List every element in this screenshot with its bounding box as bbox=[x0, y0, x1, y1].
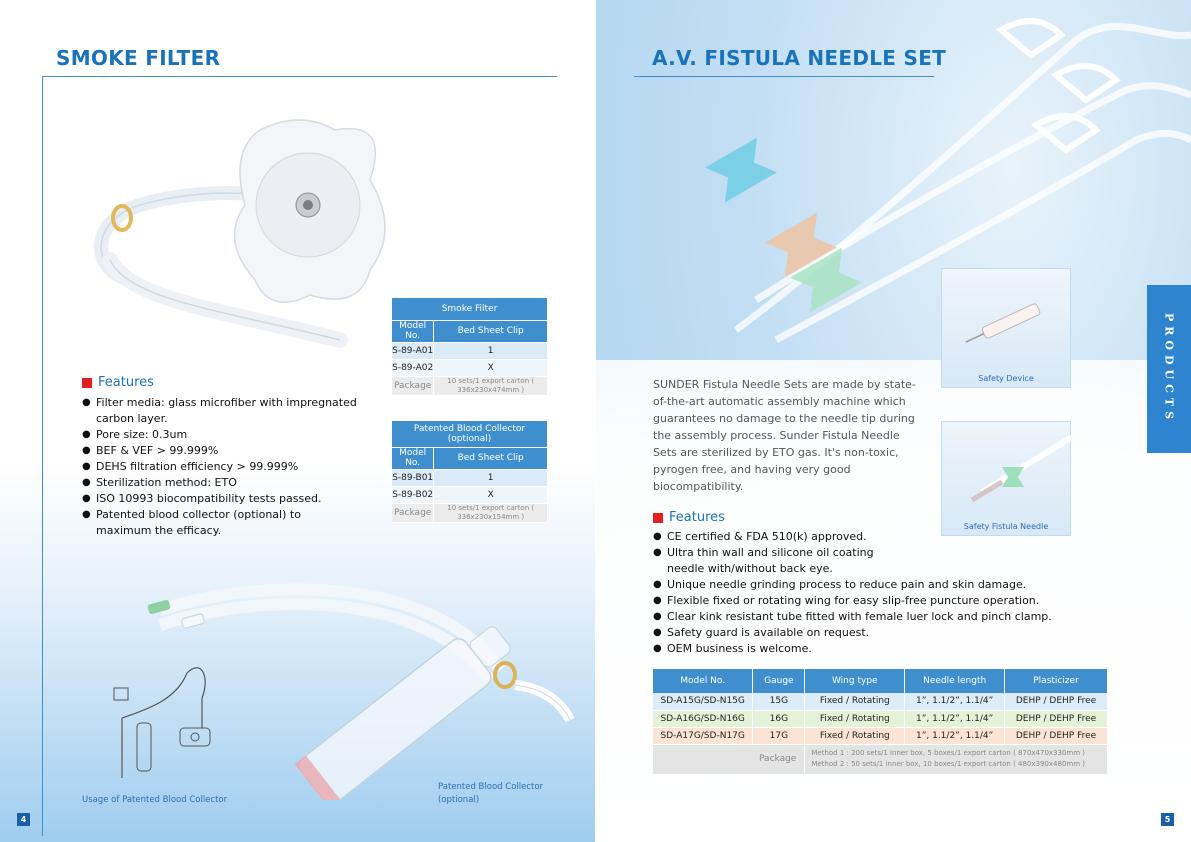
table-cell: DEHP / DEHP Free bbox=[1005, 727, 1108, 744]
features-heading bbox=[653, 510, 725, 525]
package-row bbox=[392, 376, 548, 395]
table-cell: Fixed / Rotating bbox=[805, 693, 905, 710]
table-cell: 1 bbox=[434, 342, 548, 359]
page-number: 4 bbox=[17, 813, 30, 826]
feature-item: ● CE certified & FDA 510(k) approved. bbox=[653, 529, 1053, 545]
products-side-tab[interactable] bbox=[1147, 285, 1191, 453]
page-title-fistula: A.V. FISTULA NEEDLE SET bbox=[652, 46, 947, 70]
usage-diagram bbox=[102, 658, 232, 788]
table-row bbox=[653, 693, 1108, 710]
intro-paragraph: SUNDER Fistula Needle Sets are made by state-of-the-art automatic assembly machine which guarantees no damage to the needle tip during the assembly process. Sunder Fistula Needle Sets are sterilized by ETO gas. It's non-toxic, pyrogen free, and having very good biocompatibility. bbox=[653, 378, 916, 493]
safety-needle-photo bbox=[941, 421, 1071, 536]
safety-device-photo bbox=[941, 268, 1071, 388]
table-header: Wing type bbox=[805, 669, 905, 693]
package-value: 10 sets/1 export carton ( 336x230x154mm ) bbox=[434, 503, 548, 522]
table-cell: S-89-B01 bbox=[392, 469, 434, 486]
package-row bbox=[392, 503, 548, 522]
feature-item: ● Safety guard is available on request. bbox=[653, 625, 1053, 641]
table-cell: 1 bbox=[434, 469, 548, 486]
table-cell: SD-A17G/SD-N17G bbox=[653, 727, 753, 744]
table-cell: S-89-A01 bbox=[392, 342, 434, 359]
features-heading-text: Features bbox=[98, 375, 154, 390]
package-value: 10 sets/1 export carton ( 336x230x474mm ) bbox=[434, 376, 548, 395]
package-value bbox=[805, 744, 1108, 774]
safety-needle-icon bbox=[942, 422, 1072, 517]
feature-item: ● Ultra thin wall and silicone oil coating needle with/without back eye. bbox=[653, 545, 903, 577]
red-square-icon bbox=[82, 378, 92, 388]
feature-item: ● Unique needle grinding process to reduce pain and skin damage. bbox=[653, 577, 1053, 593]
table-row bbox=[392, 469, 548, 486]
table-header: Bed Sheet Clip bbox=[434, 447, 548, 469]
package-method-2: Method 2 : 50 sets/1 inner box, 10 boxes/1 export carton ( 480x390x480mm ) bbox=[811, 760, 1086, 768]
right-page bbox=[596, 0, 1191, 842]
table-cell: X bbox=[434, 359, 548, 376]
feature-item: ● Filter media: glass microfiber with impregnated carbon layer. bbox=[82, 395, 357, 427]
table-header: Bed Sheet Clip bbox=[434, 320, 548, 342]
table-cell: X bbox=[434, 486, 548, 503]
title-divider bbox=[42, 76, 557, 77]
smoke-filter-table bbox=[392, 298, 548, 396]
table-row bbox=[392, 359, 548, 376]
table-header: Plasticizer bbox=[1005, 669, 1108, 693]
feature-item: ● BEF & VEF > 99.999% bbox=[82, 443, 357, 459]
table-caption: Patented Blood Collector (optional) bbox=[392, 421, 548, 447]
table-header: Model No. bbox=[653, 669, 753, 693]
title-divider bbox=[634, 76, 934, 77]
package-row bbox=[653, 744, 1108, 774]
page-number: 5 bbox=[1161, 813, 1174, 826]
blood-collector-table bbox=[392, 421, 548, 523]
package-label: Package bbox=[653, 744, 805, 774]
feature-item: ● OEM business is welcome. bbox=[653, 641, 1053, 657]
table-header: Gauge bbox=[753, 669, 805, 693]
table-header: Model No. bbox=[392, 320, 434, 342]
feature-item: ● Flexible fixed or rotating wing for easy slip-free puncture operation. bbox=[653, 593, 1053, 609]
page-title-smoke-filter: SMOKE FILTER bbox=[56, 46, 221, 70]
usage-caption: Usage of Patented Blood Collector bbox=[82, 795, 228, 805]
smoke-filter-image bbox=[70, 110, 400, 360]
package-method-1: Method 1 : 200 sets/1 inner box, 5 boxes/1 export carton ( 870x470x330mm ) bbox=[811, 749, 1086, 757]
table-cell: 17G bbox=[753, 727, 805, 744]
features-heading-text: Features bbox=[669, 510, 725, 525]
features-list bbox=[82, 395, 357, 539]
table-cell: 1”, 1.1/2”, 1.1/4” bbox=[905, 727, 1005, 744]
feature-item: ● Sterilization method: ETO bbox=[82, 475, 357, 491]
feature-item: ● Patented blood collector (optional) to maximum the efficacy. bbox=[82, 507, 357, 539]
left-page bbox=[0, 0, 595, 842]
table-cell: SD-A16G/SD-N16G bbox=[653, 710, 753, 727]
table-cell: DEHP / DEHP Free bbox=[1005, 693, 1108, 710]
table-cell: S-89-A02 bbox=[392, 359, 434, 376]
feature-item: ● ISO 10993 biocompatibility tests passed. bbox=[82, 491, 357, 507]
safety-device-icon bbox=[942, 269, 1072, 369]
table-cell: 1”, 1.1/2”, 1.1/4” bbox=[905, 710, 1005, 727]
feature-item: ● DEHS filtration efficiency > 99.999% bbox=[82, 459, 357, 475]
safety-needle-caption: Safety Fistula Needle bbox=[963, 522, 1049, 531]
package-label: Package bbox=[392, 376, 434, 395]
table-header: Needle length bbox=[905, 669, 1005, 693]
table-cell: DEHP / DEHP Free bbox=[1005, 710, 1108, 727]
safety-device-caption: Safety Device bbox=[978, 374, 1034, 383]
table-row bbox=[653, 727, 1108, 744]
fistula-spec-table bbox=[653, 669, 1108, 775]
red-square-icon bbox=[653, 513, 663, 523]
table-cell: Fixed / Rotating bbox=[805, 727, 905, 744]
table-cell: S-89-B02 bbox=[392, 486, 434, 503]
table-cell: 15G bbox=[753, 693, 805, 710]
features-heading bbox=[82, 375, 154, 390]
table-cell: SD-A15G/SD-N15G bbox=[653, 693, 753, 710]
left-margin-rule bbox=[42, 76, 43, 836]
feature-item: ● Pore size: 0.3um bbox=[82, 427, 357, 443]
table-cell: 1”, 1.1/2”, 1.1/4” bbox=[905, 693, 1005, 710]
package-label: Package bbox=[392, 503, 434, 522]
table-caption: Smoke Filter bbox=[392, 298, 548, 320]
table-row bbox=[653, 710, 1108, 727]
table-header: Model No. bbox=[392, 447, 434, 469]
table-cell: Fixed / Rotating bbox=[805, 710, 905, 727]
table-row bbox=[392, 486, 548, 503]
feature-item: ● Clear kink resistant tube fitted with female luer lock and pinch clamp. bbox=[653, 609, 1053, 625]
products-tab-label: PRODUCTS bbox=[1162, 313, 1176, 425]
table-row bbox=[392, 342, 548, 359]
collector-caption: Patented Blood Collector (optional) bbox=[438, 782, 544, 805]
table-cell: 16G bbox=[753, 710, 805, 727]
features-list bbox=[653, 529, 1053, 657]
